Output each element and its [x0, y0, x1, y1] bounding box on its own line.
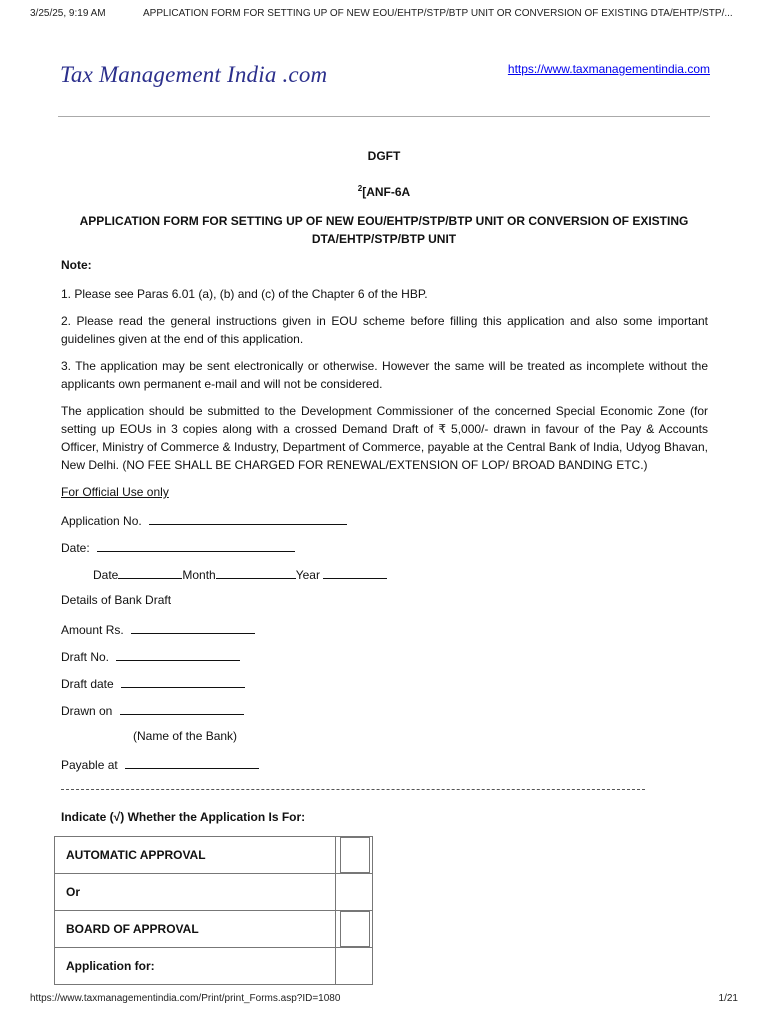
approval-options-table — [54, 836, 373, 985]
drawn-on-row — [61, 702, 244, 718]
dashed-separator — [61, 789, 645, 790]
bank-name-note: (Name of the Bank) — [133, 729, 238, 743]
form-title-line-2: DTA/EHTP/STP/BTP UNIT — [311, 232, 457, 246]
month-blank[interactable] — [216, 566, 296, 579]
automatic-approval-label: AUTOMATIC APPROVAL — [55, 837, 336, 874]
automatic-approval-cell — [336, 837, 373, 874]
print-doc-title: APPLICATION FORM FOR SETTING UP OF NEW EOU/EHTP/STP/BTP UNIT OR CONVERSION OF EXISTING DTA/EHTP/STP/... — [143, 8, 733, 19]
board-approval-label: BOARD OF APPROVAL — [55, 911, 336, 948]
application-for-cell — [336, 948, 373, 985]
date-breakdown-row — [93, 566, 387, 582]
board-approval-cell — [336, 911, 373, 948]
draft-date-row — [61, 675, 245, 691]
agency-heading: DGFT — [367, 149, 401, 163]
table-row — [55, 911, 373, 948]
amount-blank[interactable] — [131, 621, 255, 634]
automatic-approval-checkbox[interactable] — [340, 837, 370, 873]
print-page-number: 1/21 — [718, 993, 738, 1004]
submission-instructions: The application should be submitted to the Development Commissioner of the concerned Special Economic Zone (for setting up EOUs in 3 copies along with a crossed Demand Draft of ₹ 5,000/- drawn in favour of the Pay & Accounts Officer, Ministry of Commerce & Industry, Department of Commerce, payable at the Central Bank of India, Udyog Bhavan, New Delhi. (NO FEE SHALL BE CHARGED FOR RENEWAL/EXTENSION OF LOP/ BROAD BANDING ETC.) — [61, 404, 708, 472]
date-row — [61, 539, 295, 555]
table-row — [55, 948, 373, 985]
print-datetime: 3/25/25, 9:19 AM — [30, 8, 106, 19]
note-1: 1. Please see Paras 6.01 (a), (b) and (c) of the Chapter 6 of the HBP. — [61, 287, 428, 301]
payable-at-label: Payable at — [61, 758, 118, 772]
board-approval-checkbox[interactable] — [340, 911, 370, 947]
application-no-label: Application No. — [61, 514, 142, 528]
print-footer-url: https://www.taxmanagementindia.com/Print/print_Forms.asp?ID=1080 — [30, 993, 341, 1004]
or-cell — [336, 874, 373, 911]
form-code — [60, 184, 708, 199]
payable-at-blank[interactable] — [125, 756, 259, 769]
draft-no-row — [61, 648, 240, 664]
draft-date-label: Draft date — [61, 677, 114, 691]
form-title — [60, 212, 708, 248]
year-blank[interactable] — [323, 566, 387, 579]
date-label: Date: — [61, 541, 90, 555]
draft-no-label: Draft No. — [61, 650, 110, 664]
drawn-on-blank[interactable] — [120, 702, 244, 715]
form-code-superscript: 2 — [357, 184, 363, 193]
note-2: 2. Please read the general instructions given in EOU scheme before filling this application and also some important guidelines given at the end of this application. — [61, 314, 708, 346]
or-label: Or — [55, 874, 336, 911]
table-row — [55, 837, 373, 874]
draft-date-blank[interactable] — [121, 675, 245, 688]
amount-row — [61, 621, 255, 637]
day-label: Date — [93, 568, 119, 582]
drawn-on-label: Drawn on — [61, 704, 113, 718]
application-for-label: Application for: — [55, 948, 336, 985]
site-logo[interactable]: Tax Management India .com — [60, 62, 328, 87]
table-row — [55, 874, 373, 911]
site-link[interactable]: https://www.taxmanagementindia.com — [507, 62, 710, 76]
application-no-row — [61, 512, 347, 528]
date-blank[interactable] — [97, 539, 295, 552]
note-heading: Note: — [61, 258, 92, 272]
month-label: Month — [182, 568, 216, 582]
indicate-heading: Indicate (√) Whether the Application Is For: — [61, 810, 306, 824]
form-code-text: [ANF-6A — [362, 185, 411, 199]
amount-label: Amount Rs. — [61, 623, 124, 637]
header-divider — [58, 116, 710, 117]
day-blank[interactable] — [118, 566, 182, 579]
form-title-line-1: APPLICATION FORM FOR SETTING UP OF NEW EOU/EHTP/STP/BTP UNIT OR CONVERSION OF EXISTING — [79, 214, 689, 228]
payable-at-row — [61, 756, 259, 772]
official-use-heading: For Official Use only — [61, 485, 169, 499]
bank-draft-details-label: Details of Bank Draft — [61, 593, 172, 607]
year-label: Year — [295, 568, 320, 582]
draft-no-blank[interactable] — [116, 648, 240, 661]
application-no-blank[interactable] — [149, 512, 347, 525]
note-3: 3. The application may be sent electronically or otherwise. However the same will be treated as incomplete without the applicants own permanent e-mail and will not be considered. — [61, 359, 708, 391]
